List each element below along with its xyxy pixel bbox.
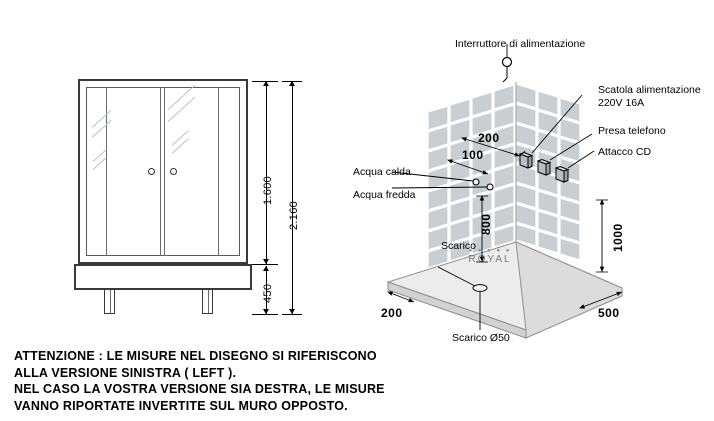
callout-drain-size: Scarico Ø50: [452, 332, 510, 344]
dim-label-2160: 2.160: [288, 200, 300, 230]
door-knob-right: [170, 168, 177, 175]
dim-label-1000: 1000: [611, 223, 625, 252]
dim-line-1600: [266, 81, 267, 264]
tray-leg-left: [104, 290, 115, 314]
callout-cd-connection: Attacco CD: [598, 146, 652, 158]
door-divider-center: [160, 87, 165, 256]
callout-drain: Scarico: [441, 240, 477, 252]
dim-label-200-top: 200: [478, 131, 500, 145]
panel-divider-right: [218, 87, 219, 256]
dim-tick: [252, 81, 278, 82]
dim-label-450: 450: [262, 283, 274, 303]
dim-arrow: [263, 266, 269, 271]
warning-line-4: VANNO RIPORTATE INVERTITE SUL MURO OPPOSTO.: [14, 398, 348, 413]
dim-label-200-floor: 200: [381, 306, 403, 320]
front-elevation-drawing: [60, 75, 310, 305]
dim-label-100: 100: [462, 148, 484, 162]
warning-line-2: ALLA VERSIONE SINISTRA ( LEFT ).: [14, 365, 237, 380]
dim-label-800: 800: [479, 213, 493, 235]
warning-line-3: NEL CASO LA VOSTRA VERSIONE SIA DESTRA, LE MISURE: [14, 382, 385, 396]
callout-cold-water: Acqua fredda: [353, 189, 416, 201]
callout-phone-socket: Presa telefono: [598, 125, 666, 137]
shower-tray: [74, 264, 252, 290]
door-knob-left: [148, 168, 155, 175]
callout-power-box-line1: Scatola alimentazione: [598, 84, 701, 96]
dim-label-1600: 1.600: [262, 175, 274, 205]
isometric-installation-drawing: [330, 20, 714, 350]
dim-tick: [282, 81, 302, 82]
dim-label-500: 500: [598, 306, 620, 320]
callout-power-switch: Interruttore di alimentazione: [455, 38, 586, 50]
dim-tick: [252, 314, 278, 315]
warning-line-1: ATTENZIONE : LE MISURE NEL DISEGNO SI RIFERISCONO: [14, 349, 377, 363]
svg-text:ROYAL: ROYAL: [468, 254, 512, 265]
warning-note: [14, 348, 574, 414]
dim-tick: [252, 264, 278, 265]
dim-tick: [282, 314, 302, 315]
dim-line-2160: [292, 81, 293, 314]
callout-power-box-line2: 220V 16A: [598, 97, 645, 109]
tray-leg-right: [202, 290, 213, 314]
callout-hot-water: Acqua calda: [353, 166, 411, 178]
svg-text:● ● ● ● ●: ● ● ● ● ●: [468, 248, 512, 254]
